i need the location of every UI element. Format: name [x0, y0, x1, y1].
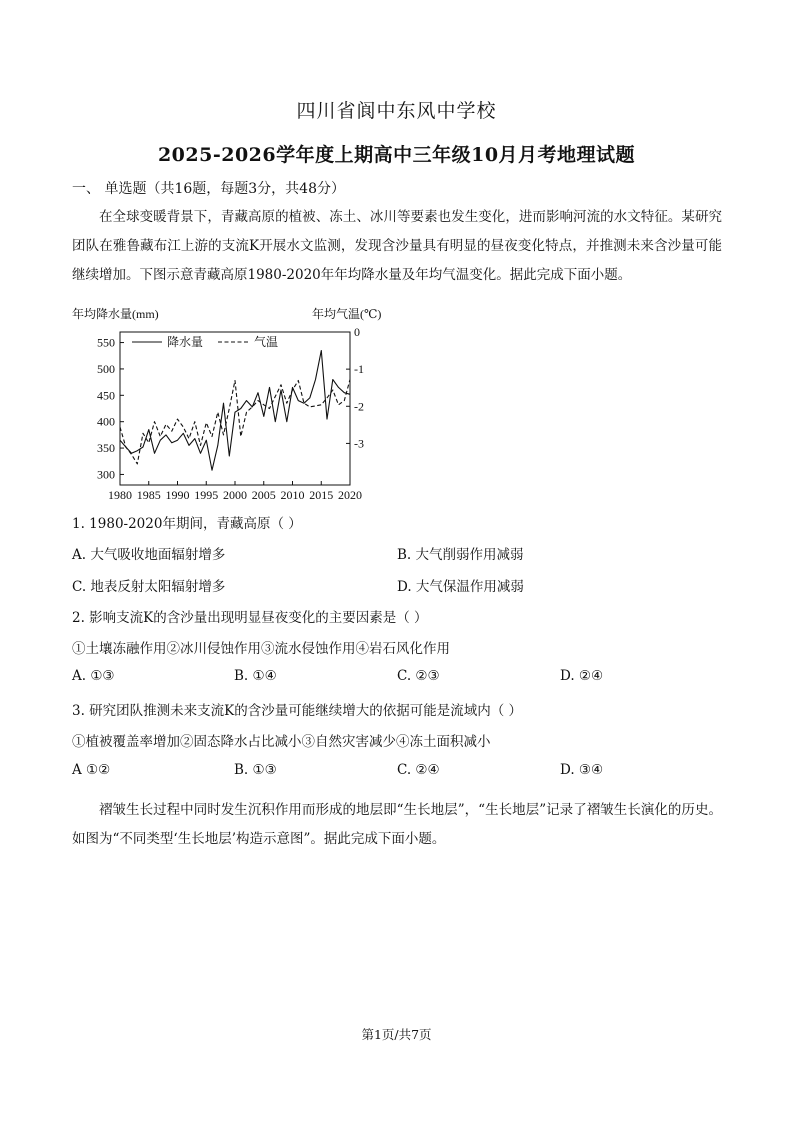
q2-option-b[interactable]: B. ①④ — [234, 668, 277, 684]
q3-stem: 3. 研究团队推测未来支流K的含沙量可能继续增大的依据可能是流域内（ ） — [72, 703, 523, 719]
q1-option-d[interactable]: D. 大气保温作用减弱 — [397, 579, 524, 595]
q1-option-c[interactable]: C. 地表反射太阳辐射增多 — [72, 579, 226, 595]
x-tick-label: 2020 — [338, 488, 362, 502]
right-axis-title: 年均气温(℃) — [312, 307, 382, 321]
x-tick-label: 2010 — [280, 488, 305, 502]
x-tick-label: 1995 — [194, 488, 219, 502]
plot-frame — [120, 332, 350, 485]
section-heading: 一、 单选题（共16题，每题3分，共48分） — [72, 181, 345, 197]
left-tick-label: 500 — [97, 361, 115, 376]
page-footer: 第1页/共7页 — [361, 1027, 432, 1042]
x-tick-label: 1985 — [136, 488, 161, 502]
right-tick-label: -1 — [354, 362, 364, 377]
left-tick-label: 400 — [97, 414, 115, 429]
q2-option-d[interactable]: D. ②④ — [560, 668, 604, 684]
series-line-precipitation — [120, 351, 350, 471]
right-tick-label: -2 — [354, 399, 364, 414]
q3-items: ①植被覆盖率增加②固态降水占比减小③自然灾害减少④冻土面积减小 — [72, 734, 491, 750]
legend-temperature-label: 气温 — [254, 335, 279, 349]
q3-option-b[interactable]: B. ①③ — [234, 762, 277, 778]
exam-title: 2025-2026学年度上期高中三年级10月月考地理试题 — [157, 144, 636, 166]
x-tick-label: 1990 — [165, 488, 190, 502]
climate-chart — [68, 302, 398, 502]
climate-chart-svg — [68, 302, 398, 502]
x-tick-label: 2015 — [309, 488, 334, 502]
x-tick-label: 1980 — [108, 488, 132, 502]
left-tick-label: 300 — [97, 467, 115, 482]
q2-option-c[interactable]: C. ②③ — [397, 668, 440, 684]
right-tick-label: -3 — [354, 436, 364, 451]
q3-option-d[interactable]: D. ③④ — [560, 762, 604, 778]
passage-1: 在全球变暖背景下，青藏高原的植被、冻土、冰川等要素也发生变化，进而影响河流的水文特征。某研究团队在雅鲁藏布江上游的支流K开展水文监测，发现含沙量具有明显的昼夜变化特点，并推测未来含沙量可能继续增加。下图示意青藏高原1980-2020年年均降水量及年均气温变化。据此完成下面小题。 — [72, 209, 722, 283]
q1-option-a[interactable]: A. 大气吸收地面辐射增多 — [72, 547, 226, 563]
q2-stem: 2. 影响支流K的含沙量出现明显昼夜变化的主要因素是（ ） — [72, 610, 428, 626]
q1-option-b[interactable]: B. 大气削弱作用减弱 — [397, 547, 524, 563]
q3-option-c[interactable]: C. ②④ — [397, 762, 440, 778]
school-name: 四川省阆中东风中学校 — [296, 100, 497, 122]
x-tick-label: 2005 — [251, 488, 276, 502]
q3-option-a[interactable]: A ①② — [72, 762, 111, 778]
x-tick-label: 2000 — [223, 488, 247, 502]
passage-2: 褶皱生长过程中同时发生沉积作用而形成的地层即“生长地层”，“生长地层”记录了褶皱生长演化的历史。如图为“不同类型‘生长地层’构造示意图”。据此完成下面小题。 — [72, 802, 722, 847]
right-tick-label: 0 — [354, 325, 360, 339]
q2-option-a[interactable]: A. ①③ — [72, 668, 115, 684]
q2-items: ①土壤冻融作用②冰川侵蚀作用③流水侵蚀作用④岩石风化作用 — [72, 641, 450, 657]
q1-stem: 1. 1980-2020年期间，青藏高原（ ） — [72, 516, 302, 532]
left-tick-label: 550 — [97, 335, 115, 350]
legend-precipitation-label: 降水量 — [167, 335, 204, 349]
left-axis-title: 年均降水量(mm) — [72, 307, 159, 321]
left-tick-label: 350 — [97, 441, 115, 456]
left-tick-label: 450 — [97, 388, 115, 403]
